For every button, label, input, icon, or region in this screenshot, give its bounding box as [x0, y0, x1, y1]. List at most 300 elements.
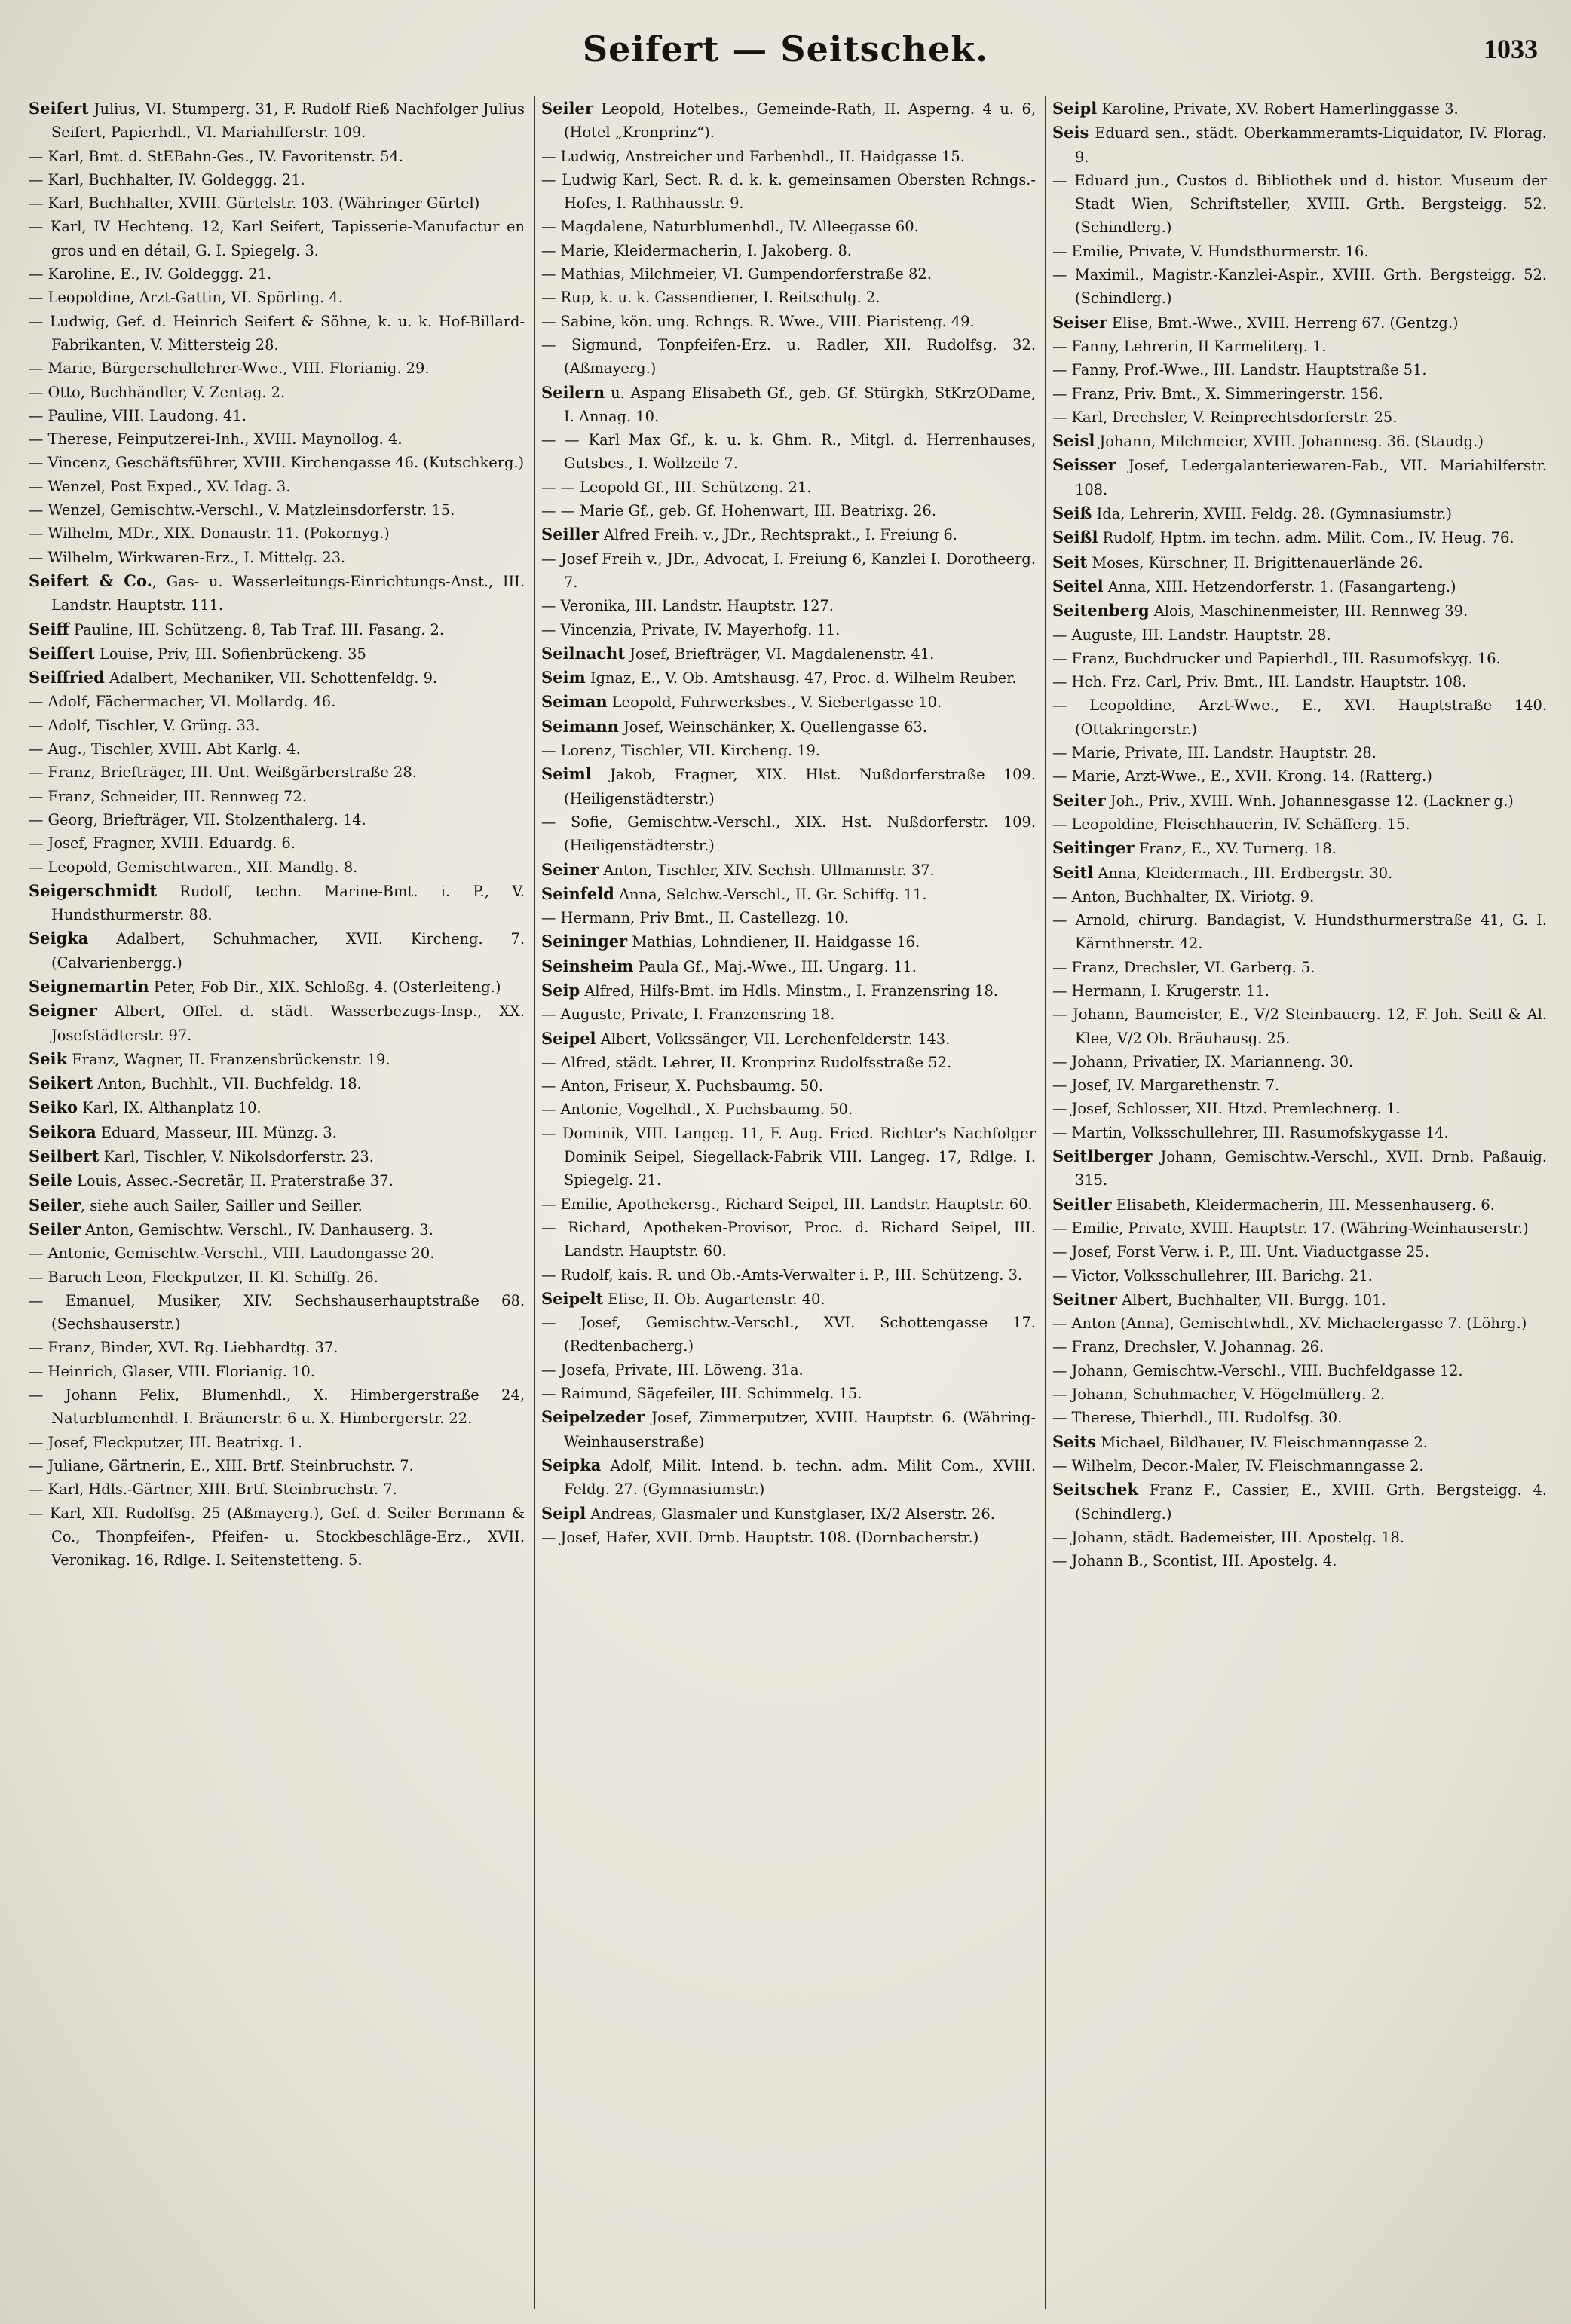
entry-text: — Georg, Briefträger, VII. Stolzenthalerg. 14. — [29, 810, 366, 828]
entry-text: — Adolf, Tischler, V. Grüng. 33. — [29, 716, 260, 734]
entry-text: — Eduard jun., Custos d. Bibliothek und d. histor. Museum der Stadt Wien, Schriftsteller, XVIII. Grth. Bergsteigg. 52. (Schindlerg.) — [1052, 171, 1547, 237]
directory-entry — [541, 1526, 1036, 1549]
entry-surname: Seits — [1052, 1431, 1097, 1451]
entry-surname: Seilern — [541, 382, 605, 402]
directory-entry — [541, 1311, 1036, 1358]
directory-entry — [541, 239, 1036, 262]
entry-text: — Johann, Schuhmacher, V. Högelmüllerg. 2. — [1052, 1386, 1386, 1404]
directory-entry — [541, 547, 1036, 595]
directory-entry — [1052, 1050, 1547, 1073]
directory-entry — [1052, 574, 1547, 599]
entry-text: Josef, Ledergalanteriewaren-Fab., VII. Mariahilferstr. 108. — [1075, 457, 1547, 498]
directory-entry — [1052, 1430, 1547, 1454]
entry-surname: Seis — [1052, 123, 1089, 142]
entry-surname: Seipelt — [541, 1288, 604, 1308]
page-header — [23, 17, 1548, 84]
entry-text: — Karl, Buchhalter, IV. Goldeggg. 21. — [29, 170, 305, 188]
entry-text: — Josef, IV. Margarethenstr. 7. — [1052, 1076, 1280, 1095]
directory-entry — [1052, 599, 1547, 623]
entry-surname: Seit — [1052, 552, 1088, 571]
entry-text: Pauline, III. Schützeng. 8, Tab Traf. III. Fasang. 2. — [69, 620, 445, 638]
entry-text: — Franz, Binder, XVI. Rg. Liebhardtg. 37. — [29, 1339, 338, 1357]
directory-entry — [541, 1358, 1036, 1382]
directory-entry — [1052, 358, 1547, 381]
entry-text: — Ludwig Karl, Sect. R. d. k. k. gemeinsamen Obersten Rchngs.-Hofes, I. Rathhausstr. 9. — [541, 170, 1036, 213]
directory-entry — [29, 1431, 525, 1454]
directory-entry — [541, 1051, 1036, 1074]
directory-entry — [541, 522, 1036, 547]
directory-entry — [541, 499, 1036, 522]
entry-text: — Ludwig, Anstreicher und Farbenhdl., II. Haidgasse 15. — [541, 147, 965, 165]
entry-surname: Seilbert — [29, 1147, 100, 1166]
directory-entry — [1052, 1073, 1547, 1097]
column-3 — [1045, 96, 1556, 2309]
entry-text: Albert, Offel. d. städt. Wasserbezugs-Insp., XX. Josefstädterstr. 97. — [51, 1003, 525, 1044]
directory-entry — [29, 999, 525, 1047]
entry-surname: Seimann — [541, 716, 619, 736]
entry-text: — Leopoldine, Arzt-Wwe., E., XVI. Hauptstraße 140. (Ottakringerstr.) — [1052, 697, 1547, 738]
entry-text: Julius, VI. Stumperg. 31, F. Rudolf Rieß Nachfolger Julius Seifert, Papierhdl., VI. Mariahilferstr. 109. — [51, 100, 525, 142]
entry-text: — — Leopold Gf., III. Schützeng. 21. — [541, 478, 812, 496]
entry-text: Karoline, Private, XV. Robert Hamerlinggasse 3. — [1097, 100, 1459, 118]
directory-entry — [29, 357, 525, 380]
entry-surname: Seiffert — [29, 643, 95, 663]
directory-entry — [29, 215, 525, 262]
directory-entry — [541, 1074, 1036, 1098]
entry-text: — Josef, Hafer, XVII. Drnb. Hauptstr. 108. (Dornbacherstr.) — [541, 1528, 979, 1546]
entry-surname: Seinfeld — [541, 883, 614, 903]
directory-entry — [29, 1095, 525, 1119]
entry-text: — Emilie, Private, XVIII. Hauptstr. 17. (Währing-Weinhauserstr.) — [1052, 1219, 1529, 1237]
entry-surname: Seilnacht — [541, 643, 626, 663]
directory-entry — [541, 1405, 1036, 1453]
entry-text: Louise, Priv, III. Sofienbrückeng. 35 — [94, 645, 366, 663]
directory-entry — [29, 831, 525, 855]
entry-text: Albert, Buchhalter, VII. Burgg. 101. — [1116, 1291, 1386, 1309]
directory-entry — [1052, 525, 1547, 550]
entry-text: — Emanuel, Musiker, XIV. Sechshauserhauptstraße 68. (Sechshauserstr.) — [29, 1291, 525, 1333]
entry-text: Anton, Buchhlt., VII. Buchfeldg. 18. — [93, 1075, 362, 1093]
directory-entry — [541, 286, 1036, 309]
directory-entry — [541, 1263, 1036, 1287]
directory-entry — [541, 1453, 1036, 1502]
entry-text: — Emilie, Private, V. Hundsthurmerstr. 16. — [1052, 242, 1369, 260]
directory-entry — [1052, 263, 1547, 311]
entry-surname: Seifert & Co. — [29, 571, 152, 590]
directory-entry — [1052, 550, 1547, 574]
directory-entry — [1052, 741, 1547, 764]
directory-entry — [541, 715, 1036, 739]
entry-text: — Rudolf, kais. R. und Ob.-Amts-Verwalter i. P., III. Schützeng. 3. — [541, 1266, 1023, 1284]
columns-container — [23, 96, 1556, 2309]
entry-surname: Seiller — [541, 525, 599, 544]
entry-surname: Seiko — [29, 1098, 78, 1117]
entry-text: — Marie, Kleidermacherin, I. Jakoberg. 8. — [541, 241, 852, 259]
directory-entry — [29, 191, 525, 215]
directory-entry — [541, 594, 1036, 617]
directory-entry — [29, 262, 525, 286]
directory-entry — [1052, 1097, 1547, 1120]
directory-entry — [1052, 979, 1547, 1003]
entry-text: — Auguste, Private, I. Franzensring 18. — [541, 1006, 835, 1024]
directory-entry — [541, 428, 1036, 476]
entry-text: — Therese, Feinputzerei-Inh., XVIII. Maynollog. 4. — [29, 430, 403, 449]
directory-entry — [541, 1027, 1036, 1051]
directory-entry — [29, 1289, 525, 1337]
entry-text: — Sabine, kön. ung. Rchngs. R. Wwe., VIII. Piaristeng. 49. — [541, 312, 975, 330]
directory-entry — [29, 617, 525, 641]
entry-text: — Karl, XII. Rudolfsg. 25 (Aßmayerg.), Gef. d. Seiler Bermann & Co., Thonpfeifen-, Pfeifen- u. Stockbeschläge-Erz., XVII. Veronikag. 16, Rdlge. I. Seitenstetteng. 5. — [29, 1504, 525, 1569]
directory-entry — [541, 929, 1036, 954]
directory-entry — [541, 978, 1036, 1003]
entry-text: Josef, Zimmerputzer, XVIII. Hauptstr. 6. (Währing-Weinhauserstraße) — [564, 1409, 1036, 1450]
entry-text: — Wilhelm, Wirkwaren-Erz., I. Mittelg. 23. — [29, 548, 346, 566]
entry-surname: Seininger — [541, 932, 628, 951]
directory-entry — [29, 286, 525, 309]
entry-text: — Aug., Tischler, XVIII. Abt Karlg. 4. — [29, 740, 301, 758]
directory-entry — [29, 1242, 525, 1265]
directory-entry — [1052, 670, 1547, 694]
entry-text: — Dominik, VIII. Langeg. 11, F. Aug. Fried. Richter's Nachfolger Dominik Seipel, Siegellack-Fabrik VIII. Langeg. 17, Rdlge. I. Spiegelg. 21. — [541, 1124, 1036, 1190]
entry-text: — Pauline, VIII. Laudong. 41. — [29, 406, 247, 424]
entry-text: Jakob, Fragner, XIX. Hlst. Nußdorferstraße 109. (Heiligenstädterstr.) — [564, 766, 1036, 807]
directory-entry — [541, 1502, 1036, 1526]
entry-text: — Hch. Frz. Carl, Priv. Bmt., III. Landstr. Hauptstr. 108. — [1052, 673, 1467, 691]
entry-text: — Josef Freih v., JDr., Advocat, I. Freiung 6, Kanzlei I. Dorotheerg. 7. — [541, 550, 1036, 591]
directory-entry — [541, 882, 1036, 906]
directory-entry — [541, 1382, 1036, 1405]
directory-entry — [541, 333, 1036, 381]
directory-entry — [29, 381, 525, 404]
directory-entry — [541, 215, 1036, 238]
directory-entry — [29, 1168, 525, 1193]
directory-entry — [29, 451, 525, 474]
entry-text: — Leopoldine, Fleischhauerin, IV. Schäfferg. 15. — [1052, 815, 1410, 833]
directory-entry — [29, 1454, 525, 1477]
directory-entry — [541, 310, 1036, 333]
entry-surname: Seipelzeder — [541, 1407, 645, 1427]
directory-entry — [29, 1360, 525, 1383]
entry-surname: Seipka — [541, 1455, 602, 1474]
entry-text: , Gas- u. Wasserleitungs-Einrichtungs-Anst., III. Landstr. Hauptstr. 111. — [51, 572, 525, 614]
entry-text: — Sigmund, Tonpfeifen-Erz. u. Radler, XII. Rudolfsg. 32. (Aßmayerg.) — [541, 335, 1036, 378]
entry-text: Michael, Bildhauer, IV. Fleischmanngasse 2. — [1096, 1433, 1428, 1451]
directory-entry — [541, 762, 1036, 810]
directory-entry — [1052, 764, 1547, 788]
entry-text: — Wilhelm, Decor.-Maler, IV. Fleischmanngasse 2. — [1052, 1456, 1424, 1474]
directory-entry — [29, 475, 525, 498]
directory-entry — [1052, 813, 1547, 836]
entry-text: Elise, II. Ob. Augartenstr. 40. — [603, 1290, 825, 1308]
entry-text: — Johann, Privatier, IX. Marianneng. 30. — [1052, 1052, 1354, 1070]
directory-entry — [1052, 956, 1547, 979]
entry-text: Leopold, Hotelbes., Gemeinde-Rath, II. Asperng. 4 u. 6, (Hotel „Kronprinz“). — [564, 100, 1036, 142]
entry-text: — Wilhelm, MDr., XIX. Donaustr. 11. (Pokornyg.) — [29, 525, 390, 543]
entry-text: Albert, Volkssänger, VII. Lerchenfelderstr. 143. — [596, 1030, 951, 1048]
directory-entry — [541, 145, 1036, 168]
entry-text: — Hermann, Priv Bmt., II. Castellezg. 10. — [541, 909, 849, 927]
directory-entry — [1052, 1335, 1547, 1358]
entry-text: — Mathias, Milchmeier, VI. Gumpendorferstraße 82. — [541, 265, 932, 283]
entry-surname: Seigner — [29, 1001, 97, 1021]
directory-entry — [1052, 1121, 1547, 1144]
directory-entry — [1052, 240, 1547, 263]
directory-entry — [29, 404, 525, 427]
directory-entry — [541, 96, 1036, 145]
directory-entry — [29, 714, 525, 737]
entry-text: Anton, Gemischtw. Verschl., IV. Danhauserg. 3. — [80, 1220, 433, 1239]
directory-entry — [1052, 335, 1547, 358]
directory-entry — [1052, 1406, 1547, 1429]
entry-text: Franz F., Cassier, E., XVIII. Grth. Bergsteigg. 4. (Schindlerg.) — [1075, 1481, 1547, 1523]
directory-entry — [1052, 169, 1547, 240]
entry-text: — Veronika, III. Landstr. Hauptstr. 127. — [541, 597, 834, 615]
entry-text: — Johann, Gemischtw.-Verschl., VIII. Buchfeldgasse 12. — [1052, 1361, 1463, 1379]
directory-entry — [29, 1477, 525, 1501]
directory-entry — [1052, 406, 1547, 429]
entry-text: Leopold, Fuhrwerksbes., V. Siebertgasse 10. — [607, 694, 942, 712]
entry-text: Anton, Tischler, XIV. Sechsh. Ullmannstr. 37. — [599, 861, 935, 879]
directory-entry — [1052, 311, 1547, 335]
entry-surname: Seiler — [29, 1195, 81, 1214]
entry-text: Anna, Selchw.-Verschl., II. Gr. Schiffg. 11. — [614, 885, 927, 903]
entry-text: — Adolf, Fächermacher, VI. Mollardg. 46. — [29, 693, 336, 711]
entry-text: Adalbert, Mechaniker, VII. Schottenfeldg. 9. — [104, 669, 438, 687]
directory-entry — [29, 498, 525, 522]
entry-text: Franz, Wagner, II. Franzensbrückenstr. 19. — [67, 1050, 390, 1068]
directory-entry — [1052, 121, 1547, 169]
entry-surname: Seiffried — [29, 668, 105, 687]
entry-text: Elisabeth, Kleidermacherin, III. Messenhauserg. 6. — [1111, 1196, 1495, 1214]
directory-entry — [1052, 1477, 1547, 1526]
directory-entry — [29, 569, 525, 617]
entry-surname: Seiman — [541, 692, 608, 712]
entry-surname: Seiner — [541, 859, 599, 879]
directory-entry — [1052, 1549, 1547, 1572]
entry-text: Mathias, Lohndiener, II. Haidgasse 16. — [627, 933, 920, 951]
entry-text: Moses, Kürschner, II. Brigittenauerlände 26. — [1087, 553, 1423, 571]
entry-text: u. Aspang Elisabeth Gf., geb. Gf. Stürgkh, StKrzODame, I. Annag. 10. — [564, 384, 1036, 425]
entry-text: Karl, Tischler, V. Nikolsdorferstr. 23. — [99, 1148, 374, 1166]
directory-entry — [1052, 1359, 1547, 1382]
directory-entry — [1052, 1240, 1547, 1263]
directory-entry — [541, 810, 1036, 858]
entry-surname: Seisser — [1052, 455, 1116, 475]
directory-entry — [29, 1383, 525, 1431]
entry-text: — Therese, Thierhdl., III. Rudolfsg. 30. — [1052, 1409, 1343, 1427]
directory-entry — [1052, 836, 1547, 860]
directory-entry — [541, 641, 1036, 666]
directory-entry — [541, 690, 1036, 714]
directory-entry — [29, 1217, 525, 1242]
directory-entry — [541, 1216, 1036, 1263]
directory-entry — [541, 381, 1036, 429]
entry-text: Karl, IX. Althanplatz 10. — [78, 1099, 262, 1117]
directory-entry — [29, 522, 525, 545]
entry-text: Alois, Maschinenmeister, III. Rennweg 39. — [1149, 602, 1468, 620]
directory-entry — [29, 641, 525, 666]
entry-text: Anna, Kleidermach., III. Erdbergstr. 30. — [1093, 864, 1393, 882]
directory-entry — [29, 1502, 525, 1572]
entry-surname: Seipl — [541, 1503, 586, 1523]
entry-surname: Seinsheim — [541, 956, 634, 975]
entry-text: — Arnold, chirurg. Bandagist, V. Hundsthurmerstraße 41, G. I. Kärnthnerstr. 42. — [1052, 911, 1547, 953]
directory-entry — [1052, 1003, 1547, 1050]
entry-text: Adolf, Milit. Intend. b. techn. adm. Milit Com., XVIII. Feldg. 27. (Gymnasiumstr.) — [564, 1456, 1036, 1499]
entry-text: Ida, Lehrerin, XVIII. Feldg. 28. (Gymnasiumstr.) — [1092, 505, 1452, 523]
entry-text: Paula Gf., Maj.-Wwe., III. Ungarg. 11. — [633, 957, 917, 975]
directory-entry — [29, 96, 525, 145]
entry-text: — Rup, k. u. k. Cassendiener, I. Reitschulg. 2. — [541, 289, 880, 307]
directory-entry — [541, 666, 1036, 690]
directory-entry — [29, 926, 525, 975]
entry-text: Josef, Briefträger, VI. Magdalenenstr. 41. — [625, 645, 935, 663]
entry-text: — Karl, IV Hechteng. 12, Karl Seifert, Tapisserie-Manufactur en gros und en détail, G. I. Spiegelg. 3. — [29, 218, 525, 259]
directory-entry — [29, 427, 525, 451]
entry-surname: Seitschek — [1052, 1480, 1138, 1499]
entry-text: Anna, XIII. Hetzendorferstr. 1. (Fasangarteng.) — [1103, 577, 1456, 596]
directory-entry — [541, 1287, 1036, 1311]
entry-text: — Karl, Bmt. d. StEBahn-Ges., IV. Favoritenstr. 54. — [29, 147, 404, 165]
directory-entry — [541, 262, 1036, 286]
entry-text: — Richard, Apotheken-Provisor, Proc. d. Richard Seipel, III. Landstr. Hauptstr. 60. — [541, 1218, 1036, 1260]
entry-text: Johann, Milchmeier, XVIII. Johannesg. 36. (Staudg.) — [1095, 433, 1484, 451]
entry-surname: Seipel — [541, 1028, 596, 1048]
entry-text: — Baruch Leon, Fleckputzer, II. Kl. Schiffg. 26. — [29, 1268, 378, 1286]
directory-entry — [29, 168, 525, 191]
directory-entry — [1052, 453, 1547, 501]
entry-text: Alfred Freih. v., JDr., Rechtsprakt., I. Freiung 6. — [599, 526, 957, 544]
directory-entry — [1052, 1144, 1547, 1193]
directory-entry — [29, 785, 525, 808]
directory-entry — [541, 1193, 1036, 1216]
entry-text: — Hermann, I. Krugerstr. 11. — [1052, 981, 1269, 1000]
directory-entry — [541, 1122, 1036, 1193]
entry-surname: Seitner — [1052, 1289, 1117, 1309]
entry-text: Alfred, Hilfs-Bmt. im Hdls. Minstm., I. Franzensring 18. — [580, 981, 998, 1000]
directory-entry — [1052, 501, 1547, 525]
directory-entry — [541, 739, 1036, 762]
directory-entry — [29, 1266, 525, 1289]
directory-entry — [1052, 1382, 1547, 1406]
entry-surname: Seitlberger — [1052, 1147, 1153, 1166]
entry-surname: Seitenberg — [1052, 601, 1150, 620]
directory-entry — [1052, 861, 1547, 885]
entry-text: — Karoline, E., IV. Goldeggg. 21. — [29, 265, 272, 283]
entry-text: — Johann B., Scontist, III. Apostelg. 4. — [1052, 1552, 1337, 1570]
directory-entry — [1052, 1312, 1547, 1335]
entry-surname: Seitler — [1052, 1194, 1112, 1214]
directory-entry — [29, 761, 525, 784]
entry-surname: Seile — [29, 1171, 72, 1190]
directory-entry — [1052, 647, 1547, 670]
entry-text: — Victor, Volksschullehrer, III. Barichg. 21. — [1052, 1266, 1373, 1284]
entry-text: — Marie, Private, III. Landstr. Hauptstr. 28. — [1052, 744, 1377, 762]
directory-entry — [29, 808, 525, 831]
entry-text: — Marie, Arzt-Wwe., E., XVII. Krong. 14. (Ratterg.) — [1052, 767, 1432, 785]
directory-entry — [541, 618, 1036, 641]
entry-text: — Lorenz, Tischler, VII. Kircheng. 19. — [541, 742, 820, 760]
entry-text: — Marie, Bürgerschullehrer-Wwe., VIII. Florianig. 29. — [29, 360, 430, 378]
entry-text: — Otto, Buchhändler, V. Zentag. 2. — [29, 383, 286, 401]
directory-entry — [29, 1193, 525, 1217]
entry-text: — Vincenz, Geschäftsführer, XVIII. Kirchengasse 46. (Kutschkerg.) — [29, 454, 525, 472]
entry-surname: Seitinger — [1052, 838, 1135, 858]
entry-surname: Seifert — [29, 99, 89, 118]
column-1 — [23, 96, 534, 2309]
entry-text: — Josef, Forst Verw. i. P., III. Unt. Viaductgasse 25. — [1052, 1243, 1429, 1261]
directory-entry — [1052, 908, 1547, 956]
entry-text: — Johann, städt. Bademeister, III. Apostelg. 18. — [1052, 1528, 1405, 1546]
entry-text: — Fanny, Lehrerin, II Karmeliterg. 1. — [1052, 337, 1327, 355]
entry-text: — Franz, Briefträger, III. Unt. Weißgärberstraße 28. — [29, 764, 417, 782]
entry-text: — Franz, Priv. Bmt., X. Simmeringerstr. 156. — [1052, 384, 1383, 403]
entry-text: — Anton, Friseur, X. Puchsbaumg. 50. — [541, 1077, 824, 1095]
entry-text: — Sofie, Gemischtw.-Verschl., XIX. Hst. Nußdorferstr. 109. (Heiligenstädterstr.) — [541, 813, 1036, 855]
entry-text: — Leopoldine, Arzt-Gattin, VI. Spörling. 4. — [29, 289, 344, 307]
directory-entry — [29, 1144, 525, 1168]
entry-surname: Seiler — [541, 99, 593, 118]
entry-text: — Emilie, Apothekersg., Richard Seipel, III. Landstr. Hauptstr. 60. — [541, 1195, 1033, 1213]
directory-entry — [1052, 788, 1547, 813]
entry-text: Joh., Priv., XVIII. Wnh. Johannesgasse 12. (Lackner g.) — [1105, 792, 1514, 810]
directory-entry — [29, 1071, 525, 1095]
entry-text: — Josef, Fragner, XVIII. Eduardg. 6. — [29, 834, 296, 853]
directory-entry — [1052, 429, 1547, 453]
entry-text: Peter, Fob Dir., XIX. Schloßg. 4. (Osterleiteng.) — [149, 978, 501, 996]
entry-surname: Seiml — [541, 764, 592, 784]
directory-entry — [541, 168, 1036, 216]
entry-text: — Maximil., Magistr.-Kanzlei-Aspir., XVIII. Grth. Bergsteigg. 52. (Schindlerg.) — [1052, 266, 1547, 308]
entry-surname: Seikora — [29, 1122, 96, 1141]
directory-entry — [29, 975, 525, 999]
entry-text: — Martin, Volksschullehrer, III. Rasumofskygasse 14. — [1052, 1123, 1449, 1141]
entry-text: — Alfred, städt. Lehrer, II. Kronprinz Rudolfsstraße 52. — [541, 1053, 952, 1071]
entry-text: — — Marie Gf., geb. Gf. Hohenwart, III. Beatrixg. 26. — [541, 502, 936, 520]
directory-entry — [1052, 1264, 1547, 1288]
directory-entry — [1052, 1288, 1547, 1312]
entry-text: — Raimund, Sägefeiler, III. Schimmelg. 15. — [541, 1385, 862, 1403]
entry-text: — Karl, Buchhalter, XVIII. Gürtelstr. 103. (Währinger Gürtel) — [29, 194, 480, 213]
entry-text: — Vincenzia, Private, IV. Mayerhofg. 11. — [541, 620, 841, 638]
directory-entry — [29, 546, 525, 569]
entry-text: — Heinrich, Glaser, VIII. Florianig. 10. — [29, 1362, 315, 1380]
directory-entry — [29, 145, 525, 168]
directory-entry — [1052, 623, 1547, 647]
entry-text: — Karl, Drechsler, V. Reinprechtsdorferstr. 25. — [1052, 408, 1398, 426]
entry-text: — Wenzel, Gemischtw.-Verschl., V. Matzleinsdorferstr. 15. — [29, 501, 455, 519]
entry-text: — Franz, Drechsler, VI. Garberg. 5. — [1052, 958, 1315, 976]
entry-text: Eduard sen., städt. Oberkammeramts-Liquidator, IV. Florag. 9. — [1075, 124, 1547, 166]
directory-entry — [29, 690, 525, 713]
entry-text: — Johann, Baumeister, E., V/2 Steinbauerg. 12, F. Joh. Seitl & Al. Klee, V/2 Ob. Bräuhausg. 25. — [1052, 1006, 1547, 1047]
entry-text: — Franz, Buchdrucker und Papierhdl., III. Rasumofskyg. 16. — [1052, 649, 1501, 667]
directory-entry — [541, 858, 1036, 882]
entry-surname: Seim — [541, 668, 586, 687]
directory-entry — [29, 1120, 525, 1144]
entry-text: , siehe auch Sailer, Sailler und Seiller. — [80, 1196, 363, 1214]
entry-surname: Seiser — [1052, 312, 1107, 332]
entry-text: — Franz, Schneider, III. Rennweg 72. — [29, 787, 307, 805]
entry-text: — Josef, Schlosser, XII. Htzd. Premlechnerg. 1. — [1052, 1100, 1401, 1118]
entry-text: — Anton, Buchhalter, IX. Viriotg. 9. — [1052, 887, 1315, 905]
directory-entry — [1052, 885, 1547, 908]
entry-surname: Seipl — [1052, 99, 1098, 118]
entry-text: — Magdalene, Naturblumenhdl., IV. Alleegasse 60. — [541, 218, 919, 236]
entry-text: Andreas, Glasmaler und Kunstglaser, IX/2 Alserstr. 26. — [586, 1505, 995, 1523]
entry-text: Louis, Assec.-Secretär, II. Praterstraße 37. — [72, 1172, 394, 1190]
entry-surname: Seigka — [29, 929, 89, 948]
